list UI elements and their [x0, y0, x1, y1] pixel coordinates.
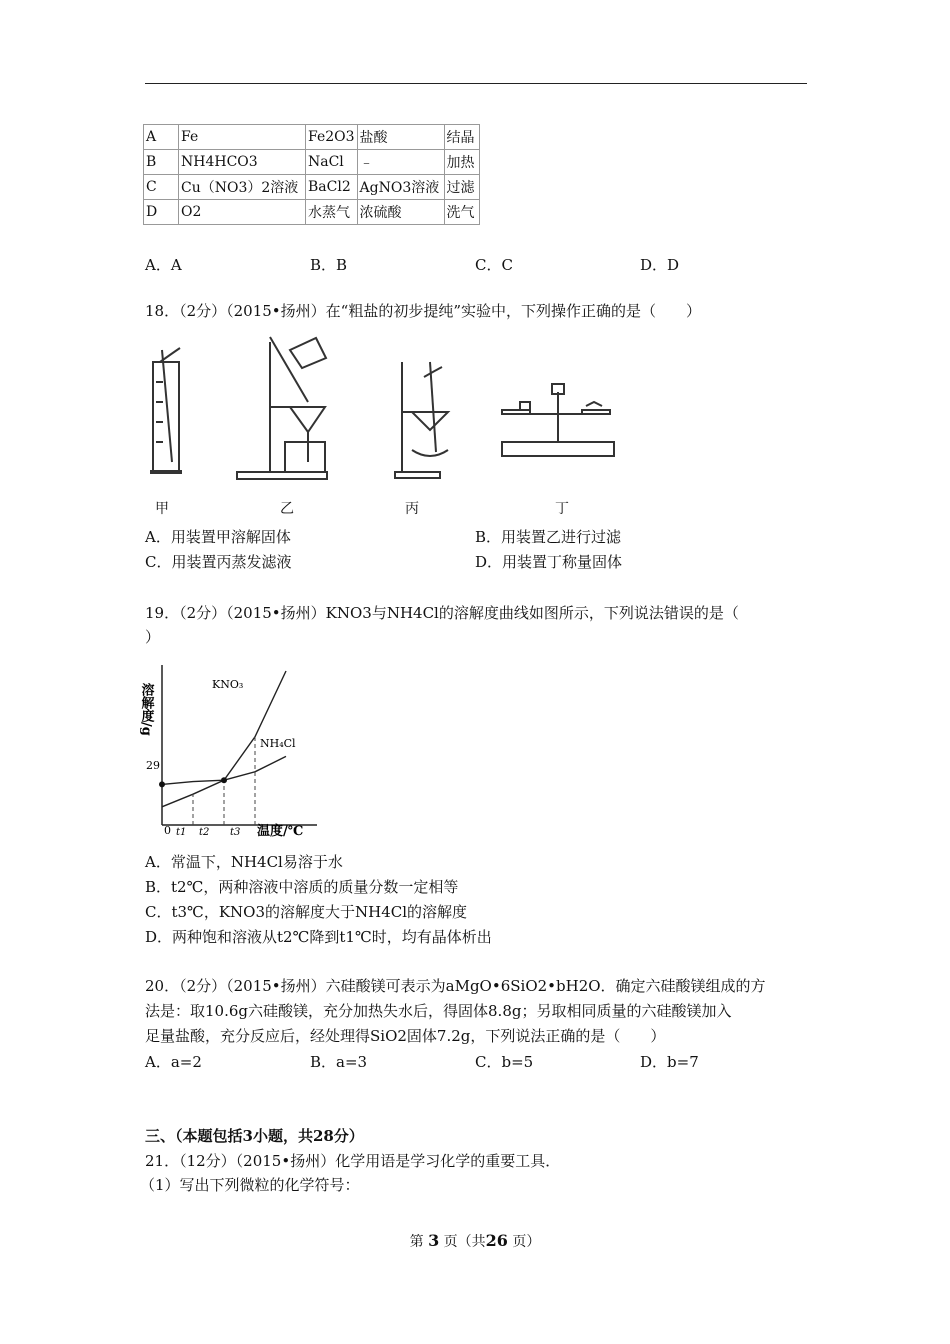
- section-3-heading: 三、（本题包括3小题，共28分）: [145, 1127, 364, 1145]
- point-29: [159, 781, 165, 787]
- q18-apparatus-figure: [140, 332, 640, 497]
- label-yi: 乙: [280, 501, 294, 517]
- q18-option-d[interactable]: D．用装置丁称量固体: [475, 553, 623, 571]
- q21-sub1: （1）写出下列微粒的化学符号：: [140, 1176, 360, 1194]
- page-number: 3: [428, 1231, 440, 1250]
- q17-option-a[interactable]: A．A: [145, 256, 182, 274]
- series-label-nh4cl: NH₄Cl: [260, 737, 296, 750]
- xtick-t1: t1: [176, 827, 187, 838]
- row-label: D: [144, 200, 179, 225]
- origin-label: 0: [164, 824, 171, 837]
- q19-option-b[interactable]: B．t2℃，两种溶液中溶质的质量分数一定相等: [145, 878, 459, 896]
- q18-option-b[interactable]: B．用装置乙进行过滤: [475, 528, 622, 546]
- intersection-point: [221, 777, 227, 783]
- apparatus-ding: [502, 384, 614, 456]
- table-row: D O2 水蒸气 浓硫酸 洗气: [144, 200, 480, 225]
- apparatus-bing: [395, 362, 448, 478]
- q18-option-a[interactable]: A．用装置甲溶解固体: [145, 528, 291, 546]
- q19-option-c[interactable]: C．t3℃，KNO3的溶解度大于NH4Cl的溶解度: [145, 903, 468, 921]
- q19-option-d[interactable]: D．两种饱和溶液从t2℃降到t1℃时，均有晶体析出: [145, 928, 492, 946]
- table-row: B NH4HCO3 NaCl ﹣ 加热: [144, 150, 480, 175]
- ylabel: 溶解度/g: [138, 683, 154, 736]
- q18-stem: 18．（2分）（2015•扬州）在“粗盐的初步提纯”实验中，下列操作正确的是（ ）: [145, 302, 701, 320]
- apparatus-yi: [237, 337, 327, 479]
- q20-stem-line3: 足量盐酸，充分反应后，经处理得SiO2固体7.2g，下列说法正确的是（ ）: [145, 1027, 666, 1045]
- q20-option-a[interactable]: A．a=2: [145, 1053, 202, 1071]
- q17-option-c[interactable]: C．C: [475, 256, 513, 274]
- q20-stem-line2: 法是：取10.6g六硅酸镁，充分加热失水后，得固体8.8g；另取相同质量的六硅酸镁加入: [145, 1002, 732, 1020]
- apparatus-jia: [150, 348, 182, 472]
- label-bing: 丙: [405, 501, 419, 517]
- solubility-chart: [138, 655, 327, 840]
- q17-option-b[interactable]: B．B: [310, 256, 348, 274]
- q17-option-d[interactable]: D．D: [640, 256, 680, 274]
- q18-option-c[interactable]: C．用装置丙蒸发滤液: [145, 553, 292, 571]
- label-jia: 甲: [155, 501, 169, 517]
- header-rule: [145, 83, 807, 84]
- q19-option-a[interactable]: A．常温下，NH4Cl易溶于水: [145, 853, 343, 871]
- xtick-t3: t3: [230, 827, 241, 838]
- row-label: B: [144, 150, 179, 175]
- q19-stem-line2: ）: [145, 628, 161, 646]
- q20-option-b[interactable]: B．a=3: [310, 1053, 368, 1071]
- q19-stem-line1: 19．（2分）（2015•扬州）KNO3与NH4Cl的溶解度曲线如图所示，下列说法错误的是（: [145, 604, 739, 622]
- page-total: 26: [485, 1231, 508, 1250]
- page-footer: 第 3 页（共26 页）: [409, 1231, 541, 1250]
- row-label: A: [144, 125, 179, 150]
- q21-stem: 21．（12分）（2015•扬州）化学用语是学习化学的重要工具．: [145, 1152, 561, 1170]
- xtick-t2: t2: [199, 827, 210, 838]
- q20-option-c[interactable]: C．b=5: [475, 1053, 534, 1071]
- series-label-kno3: KNO₃: [212, 678, 244, 691]
- q20-stem-line1: 20．（2分）（2015•扬州）六硅酸镁可表示为aMgO•6SiO2•bH2O．确定六硅酸镁组成的方: [145, 977, 766, 995]
- label-ding: 丁: [555, 501, 569, 517]
- ytick-label: 29: [146, 759, 160, 772]
- xlabel: 温度/℃: [257, 824, 304, 839]
- table-row: A Fe Fe2O3 盐酸 结晶: [144, 125, 480, 150]
- q17-table: [143, 124, 480, 225]
- q20-option-d[interactable]: D．b=7: [640, 1053, 699, 1071]
- table-row: C Cu（NO3）2溶液 BaCl2 AgNO3溶液 过滤: [144, 175, 480, 200]
- row-label: C: [144, 175, 179, 200]
